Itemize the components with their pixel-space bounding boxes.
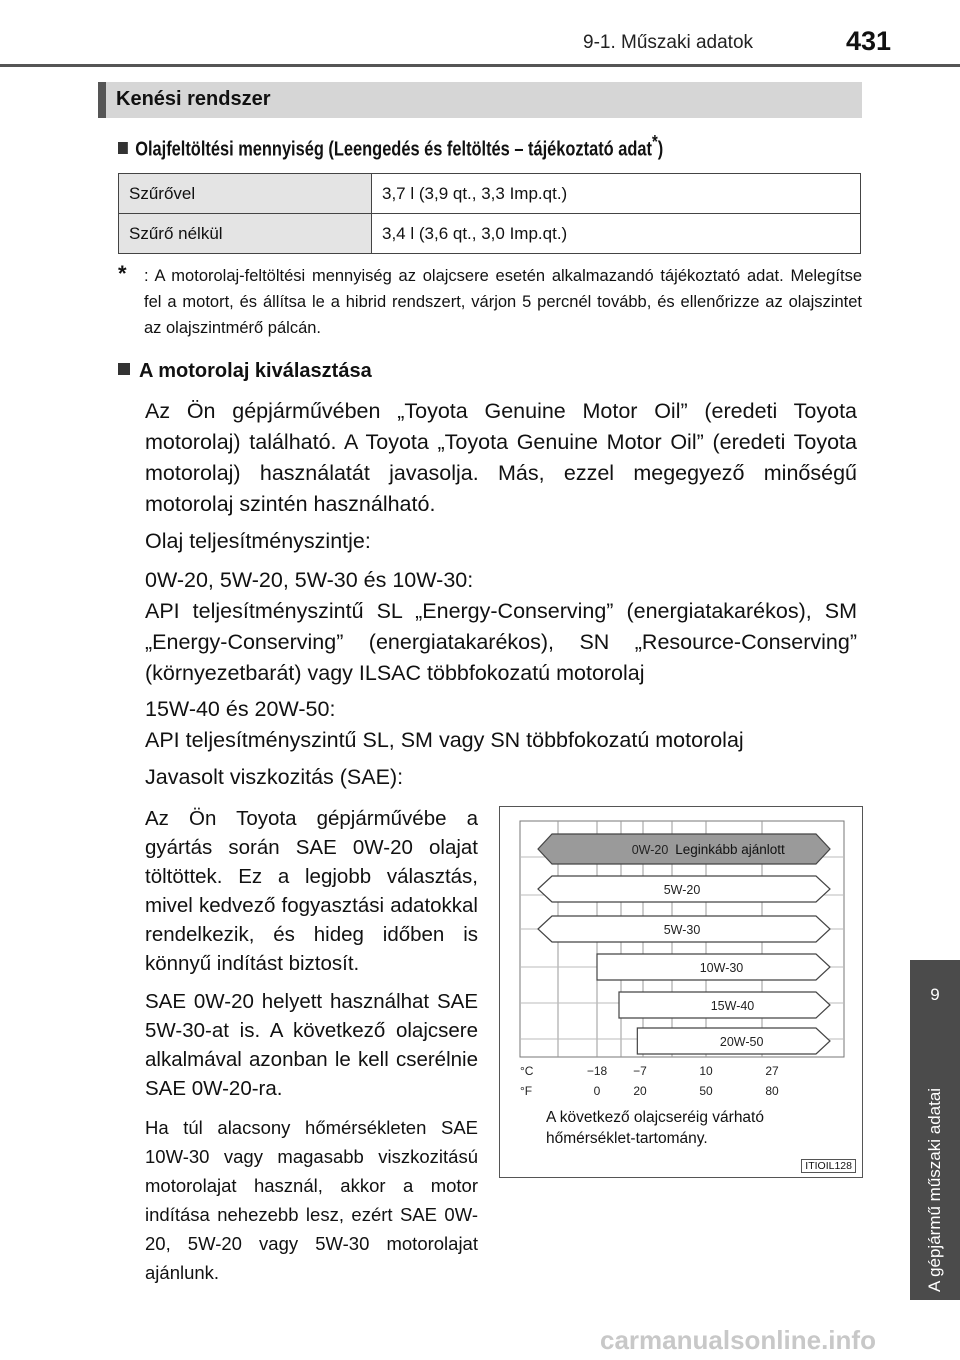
table-cell-value: 3,7 l (3,9 qt., 3,3 Imp.qt.) bbox=[372, 174, 861, 214]
footnote-mark: * bbox=[651, 132, 658, 152]
footnote-text: : A motorolaj-feltöltési mennyiség az olajcsere esetén alkalmazandó tájékoztató adat. Melegítse fel a motort, és állítsa le a hibrid rendszert, várjon 5 percnél tovább, és ellenőrizze az olajszintet az olajszintmérő pálcán. bbox=[144, 267, 862, 337]
fahrenheit-tick: 0 bbox=[593, 1084, 601, 1098]
table-cell-label: Szűrővel bbox=[119, 174, 372, 214]
fahrenheit-tick: 80 bbox=[765, 1084, 779, 1098]
square-bullet-icon bbox=[118, 142, 128, 154]
grade-label: 20W-50 bbox=[719, 1035, 764, 1049]
oil-capacity-table bbox=[118, 173, 861, 254]
celsius-tick: −18 bbox=[586, 1064, 608, 1078]
fahrenheit-unit: °F bbox=[520, 1084, 533, 1098]
celsius-tick: 27 bbox=[765, 1064, 779, 1078]
watermark: carmanualsonline.info bbox=[600, 1325, 876, 1355]
fahrenheit-tick: 20 bbox=[633, 1084, 647, 1098]
page-number: 431 bbox=[846, 26, 892, 56]
celsius-tick: −7 bbox=[633, 1064, 647, 1078]
table-cell-label: Szűrő nélkül bbox=[119, 214, 372, 254]
grade1-title: 0W-20, 5W-20, 5W-30 és 10W-30: bbox=[145, 568, 474, 592]
grade2-text: API teljesítményszintű SL, SM vagy SN többfokozatú motorolaj bbox=[145, 728, 744, 752]
grade2-title: 15W-40 és 20W-50: bbox=[145, 697, 336, 721]
fahrenheit-tick: 50 bbox=[699, 1084, 713, 1098]
chart-caption: A következő olajcseréig várható hőmérséklet-tartomány. bbox=[546, 1109, 764, 1147]
chart-axis bbox=[520, 1064, 779, 1098]
viscosity-chart-frame bbox=[499, 806, 863, 1178]
table-row bbox=[119, 214, 861, 254]
celsius-tick: 10 bbox=[699, 1064, 713, 1078]
grade-label: Olaj teljesítményszintje: bbox=[145, 529, 371, 553]
grade-label: 5W-30 bbox=[663, 923, 701, 937]
side-tab-number: 9 bbox=[930, 985, 940, 1004]
footnote-star: * bbox=[118, 261, 127, 286]
section-bar-accent bbox=[98, 82, 106, 118]
oil-capacity-heading: Olajfeltöltési mennyiség (Leengedés és feltöltés – tájékoztató adat*) bbox=[118, 132, 663, 162]
section-title: Kenési rendszer bbox=[116, 88, 271, 110]
chart-bars bbox=[538, 834, 830, 1054]
grade-label: 15W-40 bbox=[710, 999, 755, 1013]
table-cell-value: 3,4 l (3,6 qt., 3,0 Imp.qt.) bbox=[372, 214, 861, 254]
table-row bbox=[119, 174, 861, 214]
figure-id: ITIOIL128 bbox=[801, 1159, 856, 1173]
grade1-text: API teljesítményszintű SL „Energy-Conserving” (energiatakarékos), SM „Energy-Conserving” (energiatakarékos), SN „Resource-Conserving” (környezetbarát) vagy ILSAC többfokozatú motorolaj bbox=[145, 599, 857, 685]
intro-paragraph: Az Ön gépjárművében „Toyota Genuine Motor Oil” (eredeti Toyota motorolaj) található. A Toyota „Toyota Genuine Motor Oil” (eredeti Toyota motorolaj) használatát javasolja. Más, ezzel megegyező minőségű motorolaj szintén használható. bbox=[145, 399, 857, 516]
celsius-unit: °C bbox=[520, 1064, 534, 1078]
viscosity-label: Javasolt viszkozitás (SAE): bbox=[145, 765, 404, 789]
grade-label: 5W-20 bbox=[663, 883, 701, 897]
square-bullet-icon bbox=[118, 363, 130, 375]
viscosity-paragraph-2: SAE 0W-20 helyett használhat SAE 5W-30-at is. A következő olajcsere alkalmával azonban le kell cserélnie SAE 0W-20-ra. bbox=[145, 990, 478, 1100]
header-rule bbox=[0, 64, 960, 67]
viscosity-paragraph-3: Ha túl alacsony hőmérsékleten SAE 10W-30 vagy magasabb viszkozitású motorolajat használ, akkor a motor indítása nehezebb lesz, ezért SAE 0W-20, 5W-20 vagy 5W-30 motorolajat ajánlunk. bbox=[145, 1117, 478, 1283]
chapter-heading: 9-1. Műszaki adatok bbox=[583, 32, 754, 53]
recommended-label: Leginkább ajánlott bbox=[675, 842, 785, 857]
oil-selection-heading: A motorolaj kiválasztása bbox=[118, 360, 372, 383]
grade-label: 10W-30 bbox=[699, 961, 744, 975]
grade-label: 0W-20 bbox=[631, 843, 669, 857]
viscosity-paragraph-1: Az Ön Toyota gépjárművébe a gyártás során SAE 0W-20 olajat töltöttek. Ez a legjobb választás, mivel kedvező fogyasztási adatokkal rendelkezik, és hideg időben is könnyű indítást biztosít. bbox=[145, 807, 478, 975]
side-tab-label: A gépjármű műszaki adatai bbox=[925, 1087, 944, 1293]
footnote bbox=[118, 263, 862, 341]
